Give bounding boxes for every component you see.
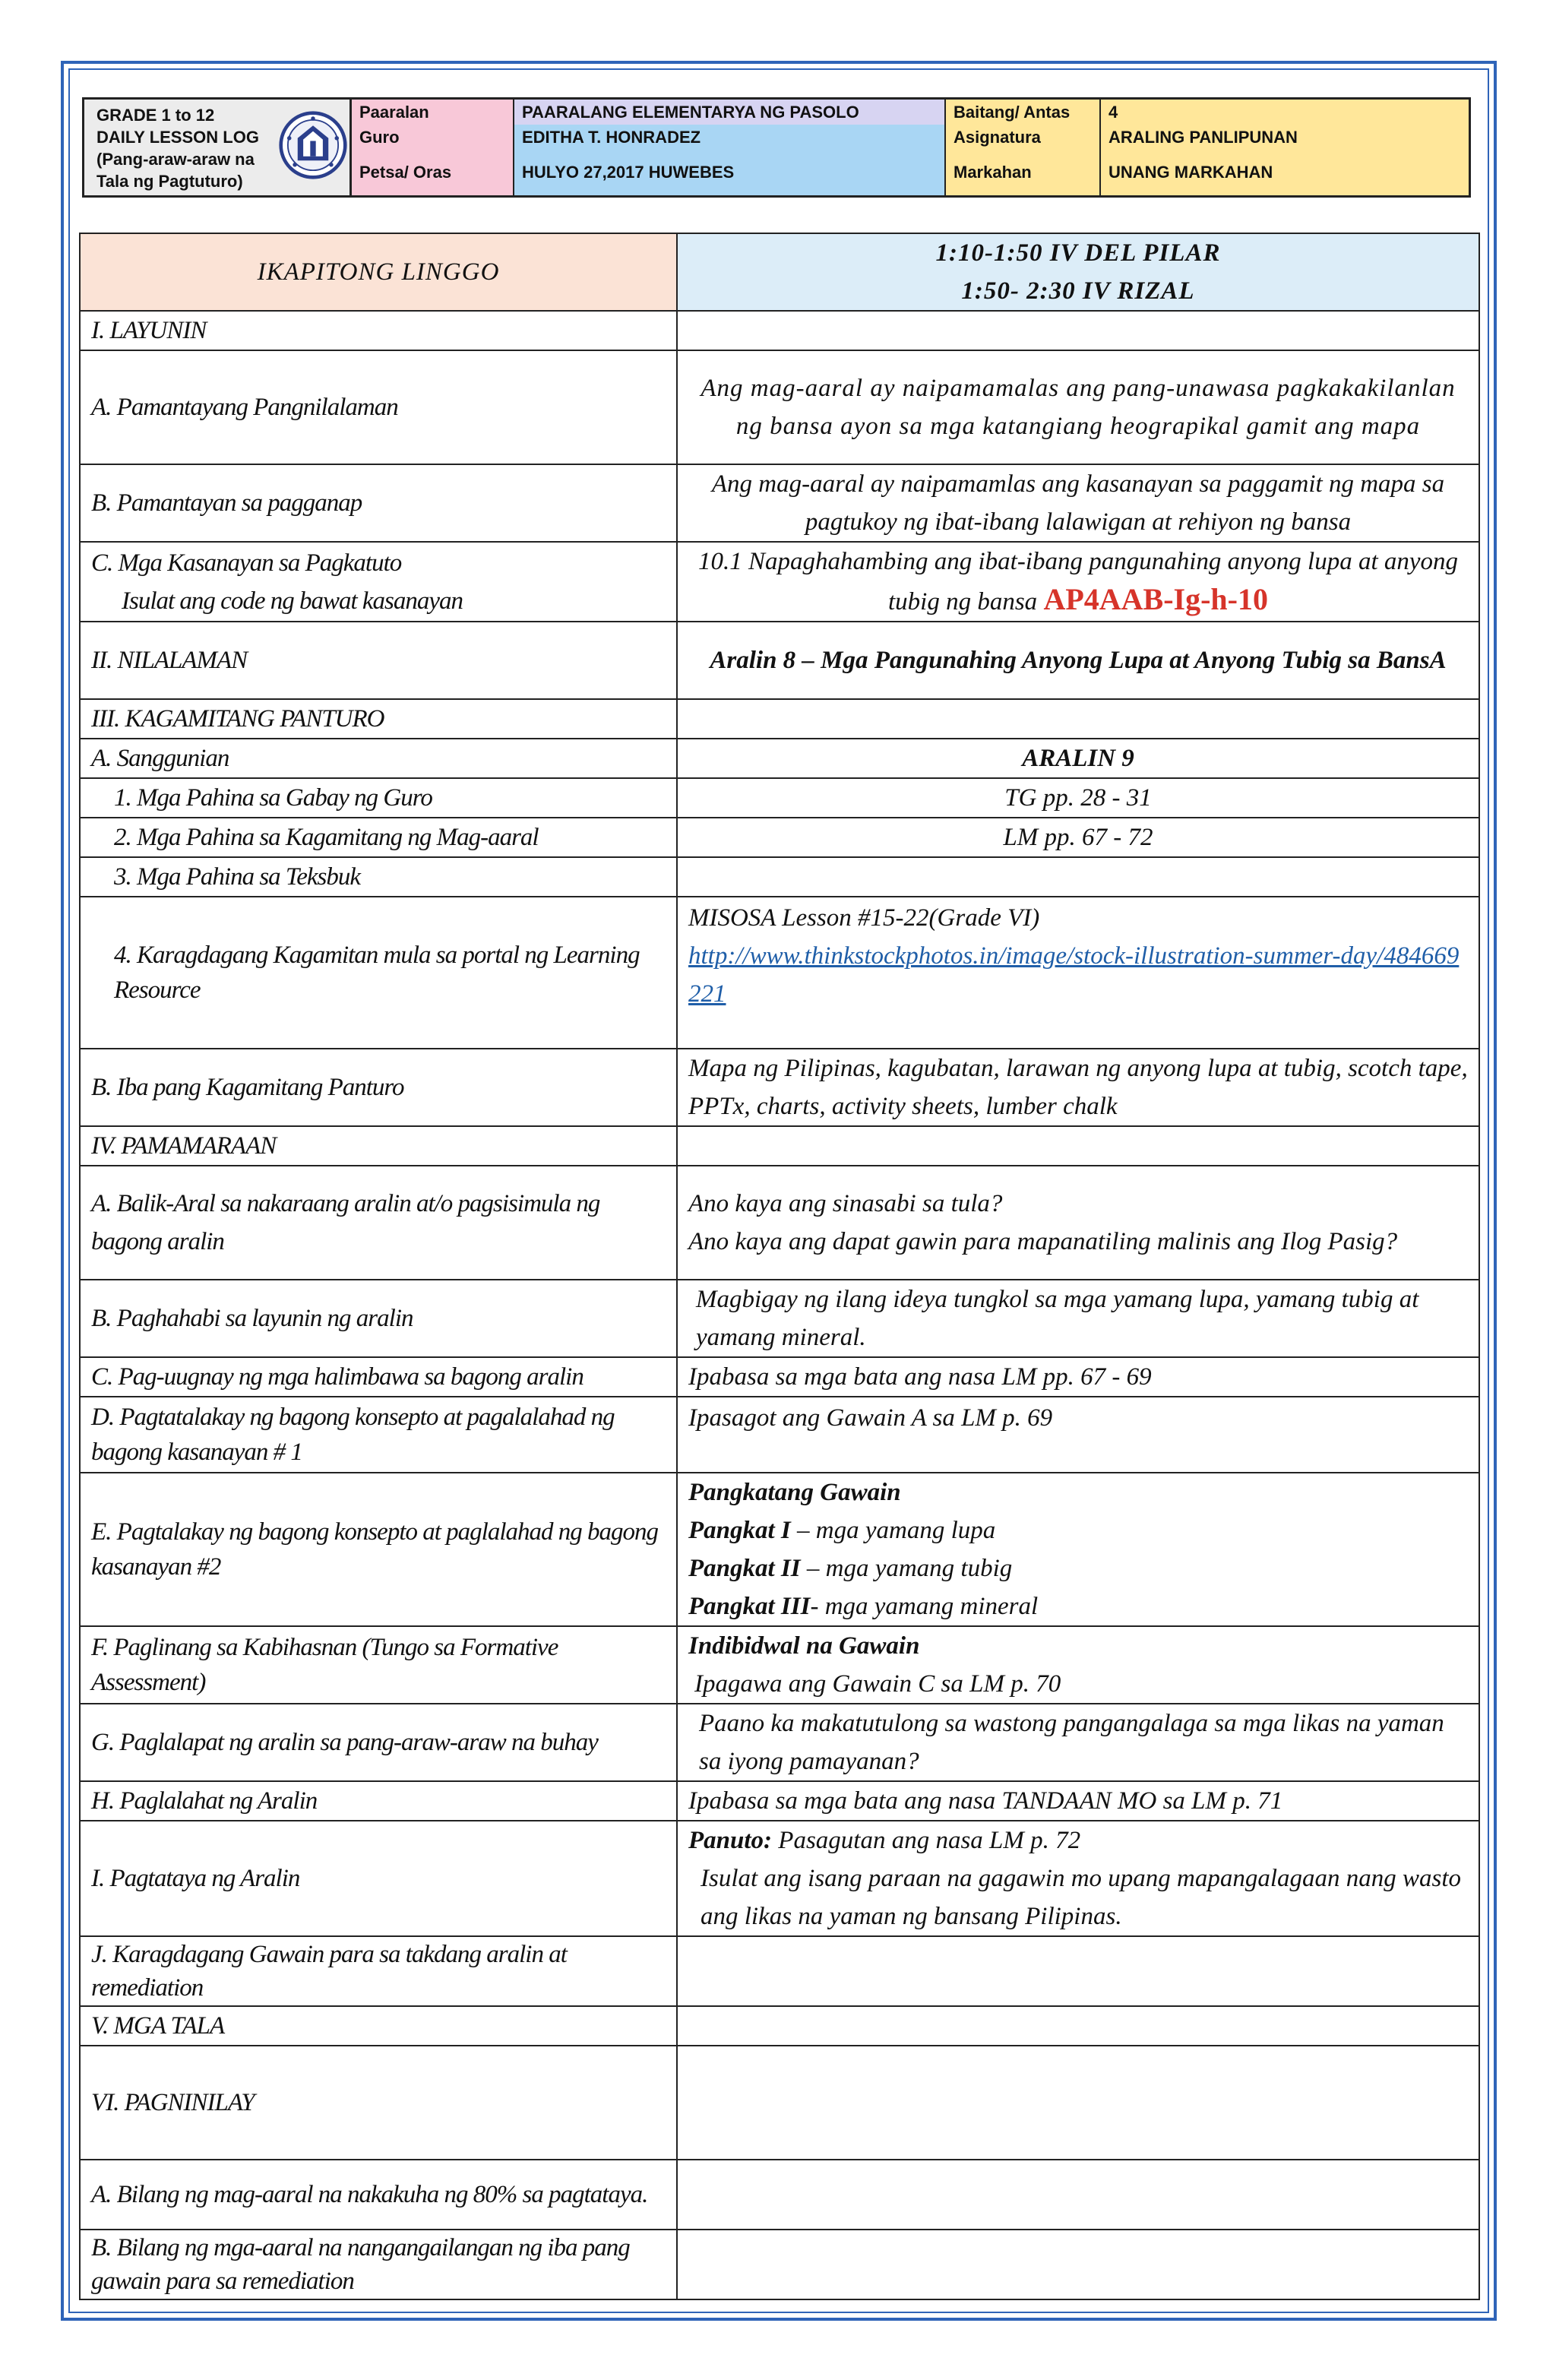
row-label-paglalahat: H. Paglalahat ng Aralin [80,1781,677,1821]
row-label-c-line: C. Mga Kasanayan sa Pagkatuto [91,549,402,577]
pagtataya-value [677,1821,1479,1936]
section-pagninilay: VI. PAGNINILAY [80,2046,677,2160]
table-row [80,1280,1479,1357]
table-row [80,2006,1479,2046]
pangkat-item [688,1511,1468,1549]
portal-value [677,897,1479,1049]
paglalahat-value: Ipabasa sa mga bata ang nasa TANDAAN MO sa LM p. 71 [677,1781,1479,1821]
sanggunian-value: ARALIN 9 [677,739,1479,778]
deped-seal-icon [278,110,348,180]
label-petsa: Petsa/ Oras [352,150,514,195]
table-row [80,464,1479,542]
header-title-line: Tala ng Pagtuturo) [96,172,243,191]
row-value-a: Ang mag-aaral ay naipamamalas ang pang-unawasa pagkakakilanlan ng bansa ayon sa mga katangiang heograpikal gamit ang mapa [677,350,1479,464]
table-row [80,2046,1479,2160]
pagtataya-task: Isulat ang isang paraan na gagawin mo upang mapangalagaan nang wasto ang likas na yaman ng bansang Pilipinas. [701,1865,1462,1930]
pangkatang-gawain-title: Pangkatang Gawain [688,1479,901,1506]
table-row [80,1126,1479,1166]
header-title [96,104,271,192]
pangkat-task: - mga yamang mineral [810,1593,1039,1620]
panuto-text: Pasagutan ang nasa LM p. 72 [772,1827,1081,1854]
empty-cell [677,1126,1479,1166]
paglinang-value [677,1626,1479,1704]
table-row [80,1166,1479,1280]
row-label-portal: 4. Karagdagang Kagamitan mula sa portal ng Learning Resource [80,897,677,1049]
row-label-a: A. Pamantayang Pangnilalaman [80,350,677,464]
pangkat-task: – mga yamang lupa [790,1517,996,1544]
table-row [80,1473,1479,1626]
row-label-iba: B. Iba pang Kagamitang Panturo [80,1049,677,1126]
table-row [80,857,1479,897]
row-label-remediation: B. Bilang ng mga-aaral na nangangailangan ng iba pang gawain para sa remediation [80,2230,677,2299]
table-row [80,1049,1479,1126]
panuto-line [688,1821,1468,1859]
schedule [677,233,1479,311]
row-label-pagtalakay-2: E. Pagtalakay ng bagong konsepto at paglalahad ng bagong kasanayan #2 [80,1473,677,1626]
row-label-paglinang: F. Paglinang sa Kabihasnan (Tungo sa Formative Assessment) [80,1626,677,1704]
header-title-line: GRADE 1 to 12 [96,106,215,125]
table-row [80,1936,1479,2006]
header-row-teacher [352,125,1469,151]
header-row-date [352,150,1469,195]
label-paaralan: Paaralan [352,100,514,125]
row-label-pag-uugnay: C. Pag-uugnay ng mga halimbawa sa bagong aralin [80,1357,677,1397]
schedule-line: 1:50- 2:30 IV RIZAL [961,277,1195,305]
empty-cell [677,2046,1479,2160]
value-baitang: 4 [1101,100,1469,125]
table-row [80,739,1479,778]
label-guro: Guro [352,125,514,150]
pag-uugnay-value: Ipabasa sa mga bata ang nasa LM pp. 67 - 69 [677,1357,1479,1397]
row-label-kagamitang-mag-aaral: 2. Mga Pahina sa Kagamitang ng Mag-aaral [80,818,677,857]
table-row [80,1357,1479,1397]
indibidwal-task: Ipagawa ang Gawain C sa LM p. 70 [694,1670,1061,1698]
gabay-value: TG pp. 28 - 31 [677,778,1479,818]
row-label-b: B. Pamantayan sa pagganap [80,464,677,542]
iba-value: Mapa ng Pilipinas, kagubatan, larawan ng anyong lupa at tubig, scotch tape, PPTx, charts, activity sheets, lumber chalk [677,1049,1479,1126]
empty-cell [677,857,1479,897]
label-asignatura: Asignatura [946,125,1101,150]
row-label-teksbuk: 3. Mga Pahina sa Teksbuk [80,857,677,897]
row-label-paghahabi: B. Paghahabi sa layunin ng aralin [80,1280,677,1357]
pagtatalakay-1-value: Ipasagot ang Gawain A sa LM p. 69 [677,1397,1479,1473]
empty-cell [677,2230,1479,2299]
paghahabi-value: Magbigay ng ilang ideya tungkol sa mga yamang lupa, yamang tubig at yamang mineral. [677,1280,1479,1357]
nilalaman-value: Aralin 8 – Mga Pangunahing Anyong Lupa at Anyong Tubig sa BansA [677,622,1479,699]
section-pamamaraan: IV. PAMAMARAAN [80,1126,677,1166]
misosa-text: MISOSA Lesson #15-22(Grade VI) [688,904,1040,932]
table-row [80,778,1479,818]
empty-cell [677,311,1479,350]
indibidwal-title: Indibidwal na Gawain [688,1632,920,1660]
row-value-b: Ang mag-aaral ay naipamamlas ang kasanayan sa paggamit ng mapa sa pagtukoy ng ibat-ibang lalawigan at rehiyon ng bansa [677,464,1479,542]
row-label-c [80,542,677,622]
table-row [80,2160,1479,2230]
row-label-paglalapat: G. Paglalapat ng aralin sa pang-araw-araw na buhay [80,1704,677,1781]
balik-aral-value [677,1166,1479,1280]
row-label-balik-aral: A. Balik-Aral sa nakaraang aralin at/o pagsisimula ng bagong aralin [80,1166,677,1280]
paglalapat-value: Paano ka makatutulong sa wastong pangangalaga sa mga likas na yaman sa iyong pamayanan? [677,1704,1479,1781]
value-asignatura: ARALING PANLIPUNAN [1101,125,1469,150]
row-label-pagtataya: I. Pagtataya ng Aralin [80,1821,677,1936]
table-row [80,1704,1479,1781]
pangkat-item [688,1587,1468,1625]
balik-aral-line: Ano kaya ang dapat gawin para mapanatiling malinis ang Ilog Pasig? [688,1228,1398,1255]
header-title-line: DAILY LESSON LOG [96,128,259,147]
pangkat-item [688,1549,1468,1587]
header-row-school [352,100,1469,126]
value-guro: EDITHA T. HONRADEZ [514,125,946,150]
table-row [80,350,1479,464]
table-row [80,622,1479,699]
competency-code: AP4AAB-Ig-h-10 [1043,582,1268,616]
pangkat-label: Pangkat III [688,1593,811,1620]
table-row [80,1821,1479,1936]
table-row [80,542,1479,622]
row-value-c [677,542,1479,622]
balik-aral-line: Ano kaya ang sinasabi sa tula? [688,1190,1003,1217]
section-kagamitan: III. KAGAMITANG PANTURO [80,699,677,739]
table-row [80,699,1479,739]
pagtalakay-2-value [677,1473,1479,1626]
table-row [80,1626,1479,1704]
resource-link[interactable]: http://www.thinkstockphotos.in/image/stock-illustration-summer-day/484669221 [688,942,1460,1008]
value-petsa: HULYO 27,2017 HUWEBES [514,150,946,195]
row-label-karagdagang-gawain: J. Karagdagang Gawain para sa takdang aralin at remediation [80,1936,677,2006]
empty-cell [677,2160,1479,2230]
empty-cell [677,699,1479,739]
pangkat-task: – mga yamang tubig [800,1555,1013,1582]
row-label-c-line: Isulat ang code ng bawat kasanayan [122,587,463,615]
table-row [80,311,1479,350]
header-title-block [84,100,352,195]
row-label-gabay: 1. Mga Pahina sa Gabay ng Guro [80,778,677,818]
row-label-bilang-80: A. Bilang ng mag-aaral na nakakuha ng 80% sa pagtataya. [80,2160,677,2230]
pangkat-label: Pangkat II [688,1555,801,1582]
row-label-pagtatalakay-1: D. Pagtatalakay ng bagong konsepto at pagalalahad ng bagong kasanayan # 1 [80,1397,677,1473]
value-paaralan: PAARALANG ELEMENTARYA NG PASOLO [514,100,946,125]
table-row [80,897,1479,1049]
kagamitang-mag-aaral-value: LM pp. 67 - 72 [677,818,1479,857]
value-markahan: UNANG MARKAHAN [1101,150,1469,195]
pangkat-label: Pangkat I [688,1517,791,1544]
table-row [80,1397,1479,1473]
week-title: IKAPITONG LINGGO [80,233,677,311]
dll-header [82,97,1471,198]
competency-text: 10.1 Napaghahambing ang ibat-ibang pangunahing anyong lupa at anyong tubig ng bansa [697,548,1459,616]
header-title-line: (Pang-araw-araw na [96,150,255,169]
empty-cell [677,2006,1479,2046]
schedule-line: 1:10-1:50 IV DEL PILAR [935,239,1221,267]
label-markahan: Markahan [946,150,1101,195]
section-layunin: I. LAYUNIN [80,311,677,350]
section-nilalaman: II. NILALAMAN [80,622,677,699]
table-row [80,818,1479,857]
section-tala: V. MGA TALA [80,2006,677,2046]
row-label-sanggunian: A. Sanggunian [80,739,677,778]
panuto-label: Panuto: [688,1827,773,1854]
table-row [80,233,1479,311]
lesson-log-table [79,233,1480,2300]
table-row [80,2230,1479,2299]
table-row [80,1781,1479,1821]
label-baitang: Baitang/ Antas [946,100,1101,125]
empty-cell [677,1936,1479,2006]
